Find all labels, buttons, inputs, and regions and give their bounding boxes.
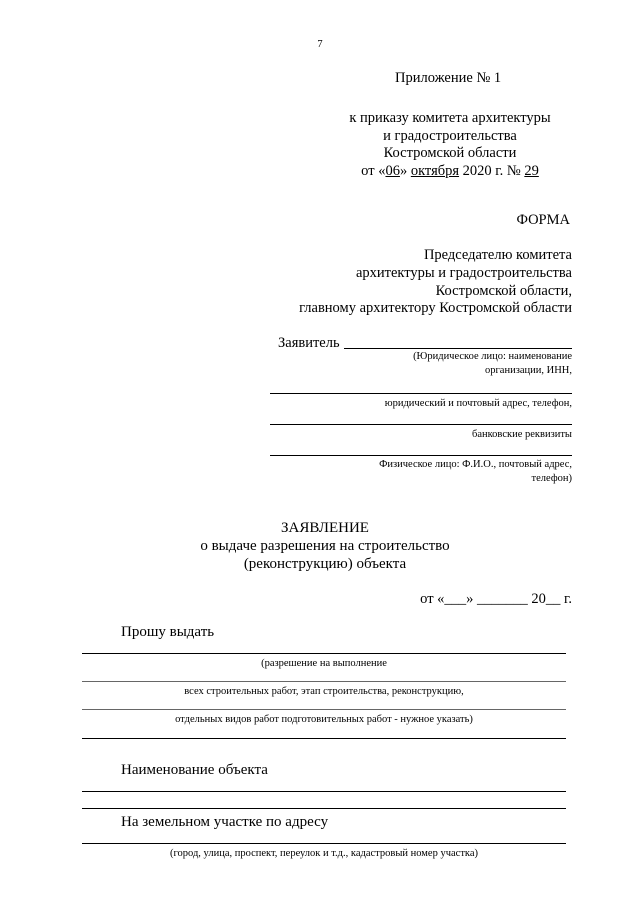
- applicant-hint-1b: организации, ИНН,: [485, 365, 572, 376]
- appendix-line2: и градостроительства: [383, 128, 517, 144]
- object-name-line-2[interactable]: [82, 808, 566, 809]
- request-line-3[interactable]: [82, 709, 566, 710]
- applicant-hint-4a: Физическое лицо: Ф.И.О., почтовый адрес,: [379, 459, 572, 470]
- date-year: 2020 г. №: [459, 163, 525, 179]
- land-plot-line[interactable]: [82, 843, 566, 844]
- request-hint-3: отдельных видов работ подготовительных работ - нужное указать): [175, 714, 473, 725]
- form-label: ФОРМА: [516, 212, 570, 228]
- applicant-line-3[interactable]: [270, 424, 572, 425]
- applicant-hint-1a: (Юридическое лицо: наименование: [413, 351, 572, 362]
- object-name-label: Наименование объекта: [121, 762, 268, 778]
- request-line-2[interactable]: [82, 681, 566, 682]
- applicant-hint-3: банковские реквизиты: [471, 429, 572, 440]
- applicant-hint-4b: телефон): [531, 473, 572, 484]
- addressee-line4: главному архитектору Костромской области: [299, 300, 572, 316]
- appendix-line1: к приказу комитета архитектуры: [349, 110, 551, 126]
- page-number: 7: [317, 39, 323, 50]
- appendix-line3: Костромской области: [383, 145, 517, 161]
- request-label: Прошу выдать: [121, 624, 215, 640]
- applicant-line-1[interactable]: [344, 348, 572, 349]
- addressee-line3: Костромской области,: [435, 283, 572, 299]
- land-plot-label: На земельном участке по адресу: [121, 814, 329, 830]
- applicant-label: Заявитель: [278, 335, 340, 351]
- appendix-title: Приложение № 1: [395, 70, 502, 86]
- applicant-line-2[interactable]: [270, 393, 572, 394]
- date-number: 29: [524, 163, 539, 179]
- date-month: октября: [410, 163, 460, 179]
- statement-line2: о выдаче разрешения на строительство: [200, 538, 450, 554]
- applicant-hint-2: юридический и почтовый адрес, телефон,: [384, 398, 572, 409]
- statement-line3: (реконструкцию) объекта: [243, 556, 407, 572]
- land-plot-hint: (город, улица, проспект, переулок и т.д., кадастровый номер участка): [169, 848, 479, 859]
- appendix-date: [330, 162, 570, 180]
- date-day: 06: [385, 163, 400, 179]
- addressee-line1: Председателю комитета: [423, 247, 572, 263]
- request-hint-2: всех строительных работ, этап строительства, реконструкцию,: [184, 686, 464, 697]
- date-prefix: от «: [361, 163, 386, 179]
- object-name-line-1[interactable]: [82, 791, 566, 792]
- request-hint-1: (разрешение на выполнение: [261, 658, 387, 669]
- request-line-4[interactable]: [82, 738, 566, 739]
- applicant-line-4[interactable]: [270, 455, 572, 456]
- statement-title: ЗАЯВЛЕНИЕ: [281, 520, 369, 536]
- request-line-1[interactable]: [82, 653, 566, 654]
- date-mid: »: [399, 163, 411, 179]
- statement-date: от «___» _______ 20__ г.: [420, 591, 572, 607]
- addressee-line2: архитектуры и градостроительства: [355, 265, 572, 281]
